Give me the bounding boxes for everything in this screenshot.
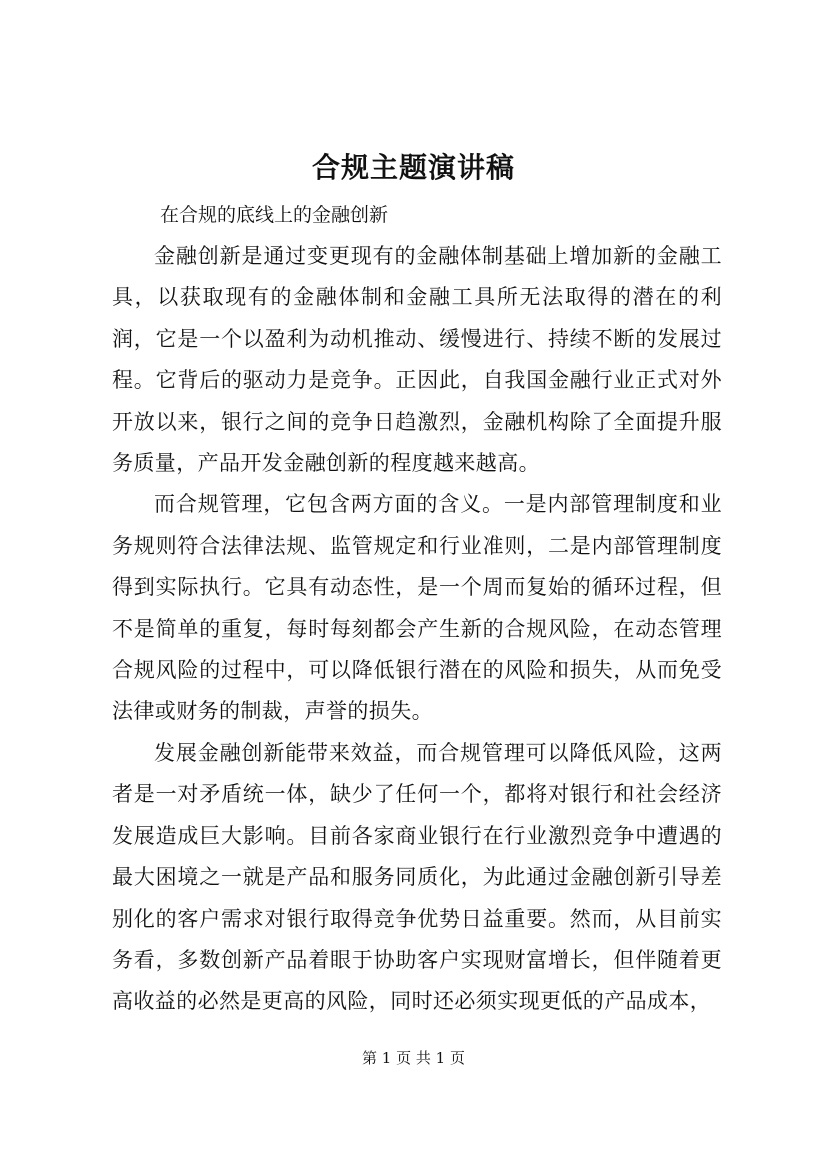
paragraph: 金融创新是通过变更现有的金融体制基础上增加新的金融工具，以获取现有的金融体制和金融工具所无法取得的潜在的利润，它是一个以盈利为动机推动、缓慢进行、持续不断的发展过程。它背后的驱动力是竞争。正因此，自我国金融行业正式对外开放以来，银行之间的竞争日趋激烈，金融机构除了全面提升服务质量，产品开发金融创新的程度越来越高。 <box>112 244 722 476</box>
document-subtitle: 在合规的底线上的金融创新 <box>160 204 389 226</box>
paragraph: 发展金融创新能带来效益，而合规管理可以降低风险，这两者是一对矛盾统一体，缺少了任何一个，都将对银行和社会经济发展造成巨大影响。目前各家商业银行在行业激烈竞争中遭遇的最大困境之一就是产品和服务同质化，为此通过金融创新引导差别化的客户需求对银行取得竞争优势日益重要。然而，从目前实务看，多数创新产品着眼于协助客户实现财富增长，但伴随着更高收益的必然是更高的风险，同时还必须实现更低的产品成本， <box>112 740 722 1014</box>
document-body <box>112 236 722 1023</box>
paragraph: 而合规管理，它包含两方面的含义。一是内部管理制度和业务规则符合法律法规、监管规定和行业准则，二是内部管理制度得到实际执行。它具有动态性，是一个周而复始的循环过程，但不是简单的重复，每时每刻都会产生新的合规风险，在动态管理合规风险的过程中，可以降低银行潜在的风险和损失，从而免受法律或财务的制裁，声誉的损失。 <box>112 492 722 724</box>
page-title: 合规主题演讲稿 <box>311 151 515 184</box>
page-footer: 第 1 页 共 1 页 <box>362 1049 465 1067</box>
